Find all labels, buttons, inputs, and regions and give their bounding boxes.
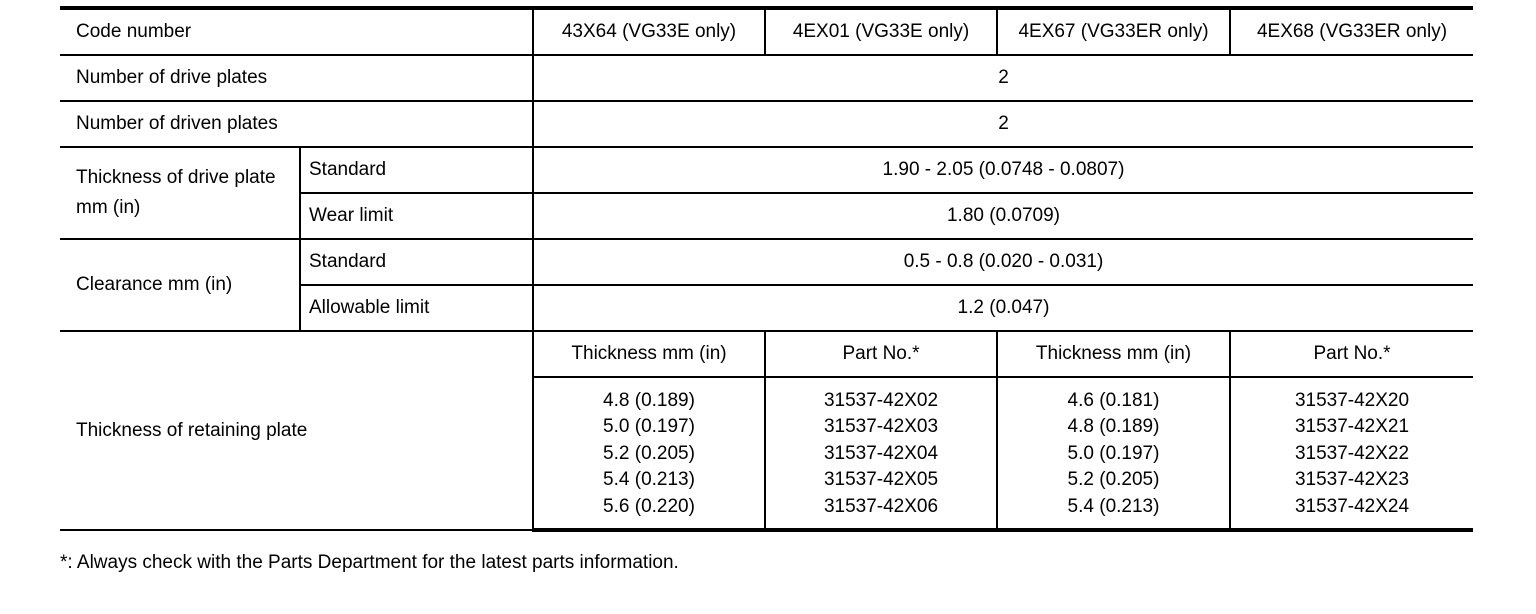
code-header: 4EX01 (VG33E only)	[765, 8, 997, 55]
drive-thickness-standard-row	[60, 147, 1473, 193]
drive-thickness-wear-label: Wear limit	[300, 193, 533, 239]
list-item: 4.8 (0.189)	[1067, 416, 1160, 438]
list-item: 31537-42X02	[823, 390, 939, 411]
clearance-standard-value: 0.5 - 0.8 (0.020 - 0.031)	[533, 239, 1473, 285]
list-item: 31537-42X20	[1294, 390, 1410, 411]
code-number-row	[60, 8, 1473, 55]
driven-plates-label: Number of driven plates	[60, 101, 533, 147]
list-item: 5.6 (0.220)	[603, 495, 695, 517]
clutch-spec-table	[60, 6, 1473, 532]
drive-thickness-standard-value: 1.90 - 2.05 (0.0748 - 0.0807)	[533, 147, 1473, 193]
list-item: 31537-42X22	[1294, 442, 1410, 464]
retaining-thickness-list	[533, 377, 765, 530]
list-item: 31537-42X23	[1294, 469, 1410, 491]
list-item: 5.4 (0.213)	[603, 469, 695, 491]
driven-plates-value: 2	[533, 101, 1473, 147]
drive-thickness-standard-label: Standard	[300, 147, 533, 193]
list-item: 31537-42X04	[823, 442, 939, 464]
footnote: *: Always check with the Parts Department for the latest parts information.	[60, 552, 679, 573]
code-header: 43X64 (VG33E only)	[533, 8, 765, 55]
list-item: 4.8 (0.189)	[603, 390, 695, 411]
drive-plates-row	[60, 55, 1473, 101]
list-item: 31537-42X05	[823, 469, 939, 491]
list-item: 5.0 (0.197)	[603, 416, 695, 438]
drive-plates-value: 2	[533, 55, 1473, 101]
list-item: 4.6 (0.181)	[1067, 390, 1160, 411]
retaining-header: Part No.*	[765, 331, 997, 377]
clearance-allowable-value: 1.2 (0.047)	[533, 285, 1473, 331]
drive-plates-label: Number of drive plates	[60, 55, 533, 101]
clearance-label: Clearance mm (in)	[60, 239, 300, 331]
list-item: 5.2 (0.205)	[1067, 469, 1160, 491]
clearance-standard-row	[60, 239, 1473, 285]
retaining-part-no-list	[1230, 377, 1473, 530]
list-item: 5.0 (0.197)	[1067, 442, 1160, 464]
list-item: 31537-42X24	[1294, 495, 1410, 517]
list-item: 5.2 (0.205)	[603, 442, 695, 464]
list-item: 31537-42X06	[823, 495, 939, 517]
list-item: 5.4 (0.213)	[1067, 495, 1160, 517]
retaining-header: Thickness mm (in)	[533, 331, 765, 377]
retaining-header: Part No.*	[1230, 331, 1473, 377]
retaining-header: Thickness mm (in)	[997, 331, 1230, 377]
retaining-plate-header-row	[60, 331, 1473, 377]
retaining-part-no-list	[765, 377, 997, 530]
retaining-thickness-list	[997, 377, 1230, 530]
drive-thickness-wear-value: 1.80 (0.0709)	[533, 193, 1473, 239]
drive-thickness-label: Thickness of drive plate mm (in)	[60, 147, 300, 239]
list-item: 31537-42X21	[1294, 416, 1410, 438]
list-item: 31537-42X03	[823, 416, 939, 438]
code-header: 4EX68 (VG33ER only)	[1230, 8, 1473, 55]
code-number-label: Code number	[60, 8, 533, 55]
code-header: 4EX67 (VG33ER only)	[997, 8, 1230, 55]
clearance-allowable-label: Allowable limit	[300, 285, 533, 331]
clearance-standard-label: Standard	[300, 239, 533, 285]
driven-plates-row	[60, 101, 1473, 147]
retaining-plate-label: Thickness of retaining plate	[60, 331, 533, 530]
